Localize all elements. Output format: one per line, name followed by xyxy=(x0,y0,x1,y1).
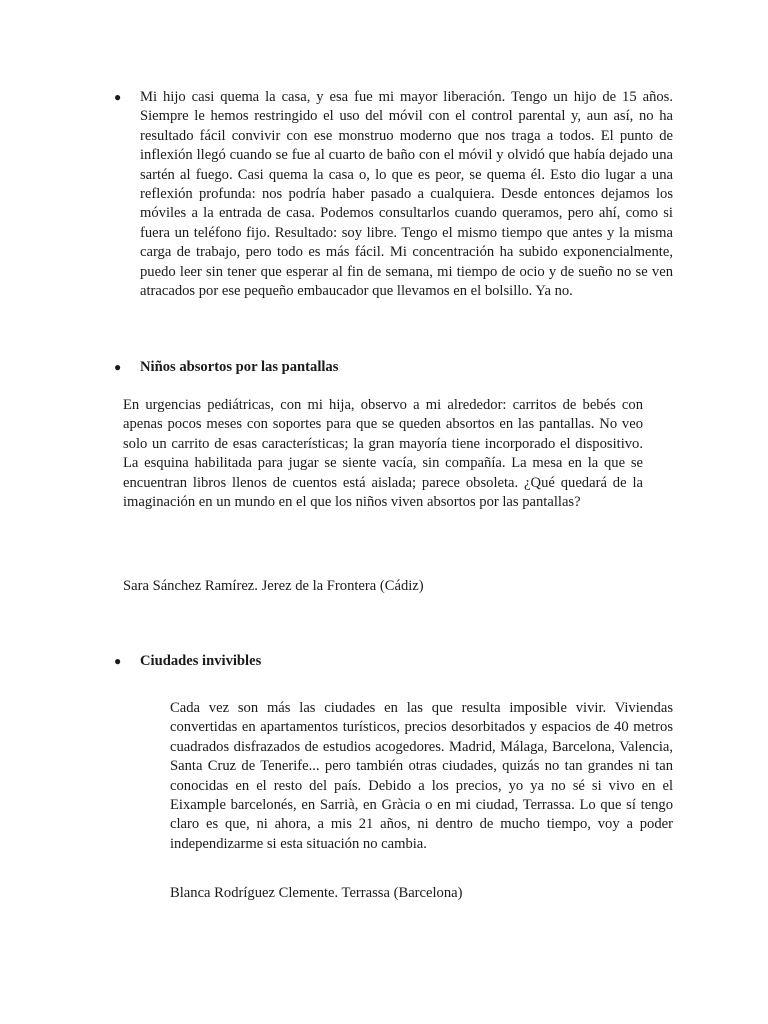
bullet-icon: ● xyxy=(114,360,122,374)
section-heading-cities: Ciudades invivibles xyxy=(140,653,262,669)
letter-screens-signature: Sara Sánchez Ramírez. Jerez de la Frontera (Cádiz) xyxy=(123,578,424,594)
letter-cities-signature: Blanca Rodríguez Clemente. Terrassa (Barcelona) xyxy=(170,885,463,901)
bullet-icon: ● xyxy=(114,90,122,104)
letter-cities-text: Cada vez son más las ciudades en las que resulta imposible vivir. Viviendas convertidas en apartamentos turísticos, precios desorbitados y espacios de 40 metros cuadrados disfrazados de estudios acogedores. Madrid, Málaga, Barcelona, Valencia, Santa Cruz de Tenerife... pero también otras ciudades, quizás no tan grandes ni tan conocidas en el resto del país. Debido a los precios, yo ya no sé si vivo en el Eixample barcelonés, en Sarrià, en Gràcia o en mi ciudad, Terrassa. Lo que sí tengo claro es que, ni ahora, a mis 21 años, ni dentro de mucho tiempo, voy a poder independizarme si esta situación no cambia. xyxy=(170,700,673,852)
bullet-icon: ● xyxy=(114,654,122,668)
letter-mobile-liberation-text: Mi hijo casi quema la casa, y esa fue mi mayor liberación. Tengo un hijo de 15 años. Siempre le hemos restringido el uso del móvil con el control parental y, aun así, no ha resultado fácil convivir con ese monstruo moderno que nos traga a todos. El punto de inflexión llegó cuando se fue al cuarto de baño con el móvil y olvidó que había dejado una sartén al fuego. Casi quema la casa o, lo que es peor, se quema él. Esto dio lugar a una reflexión profunda: nos podría haber pasado a cualquiera. Desde entonces dejamos los móviles a la entrada de casa. Podemos consultarlos cuando queramos, pero ahí, como si fuera un teléfono fijo. Resultado: soy libre. Tengo el mismo tiempo que antes y la misma carga de trabajo, pero todo es más fácil. Mi concentración ha subido exponencialmente, puedo leer sin tener que esperar al fin de semana, mi tiempo de ocio y de sueño no se ven atracados por ese pequeño embaucador que llevamos en el bolsillo. Ya no. xyxy=(140,89,673,300)
section-heading-screens: Niños absortos por las pantallas xyxy=(140,359,339,375)
letter-screens-text: En urgencias pediátricas, con mi hija, observo a mi alrededor: carritos de bebés con apenas pocos meses con soportes para que se queden absortos en las pantallas. No veo solo un carrito de esas características; la gran mayoría tiene incorporado el dispositivo. La esquina habilitada para jugar se siente vacía, sin compañía. La mesa en la que se encuentran libros llenos de cuentos está aislada; parece obsoleta. ¿Qué quedará de la imaginación en un mundo en el que los niños viven absortos por las pantallas? xyxy=(123,397,643,511)
